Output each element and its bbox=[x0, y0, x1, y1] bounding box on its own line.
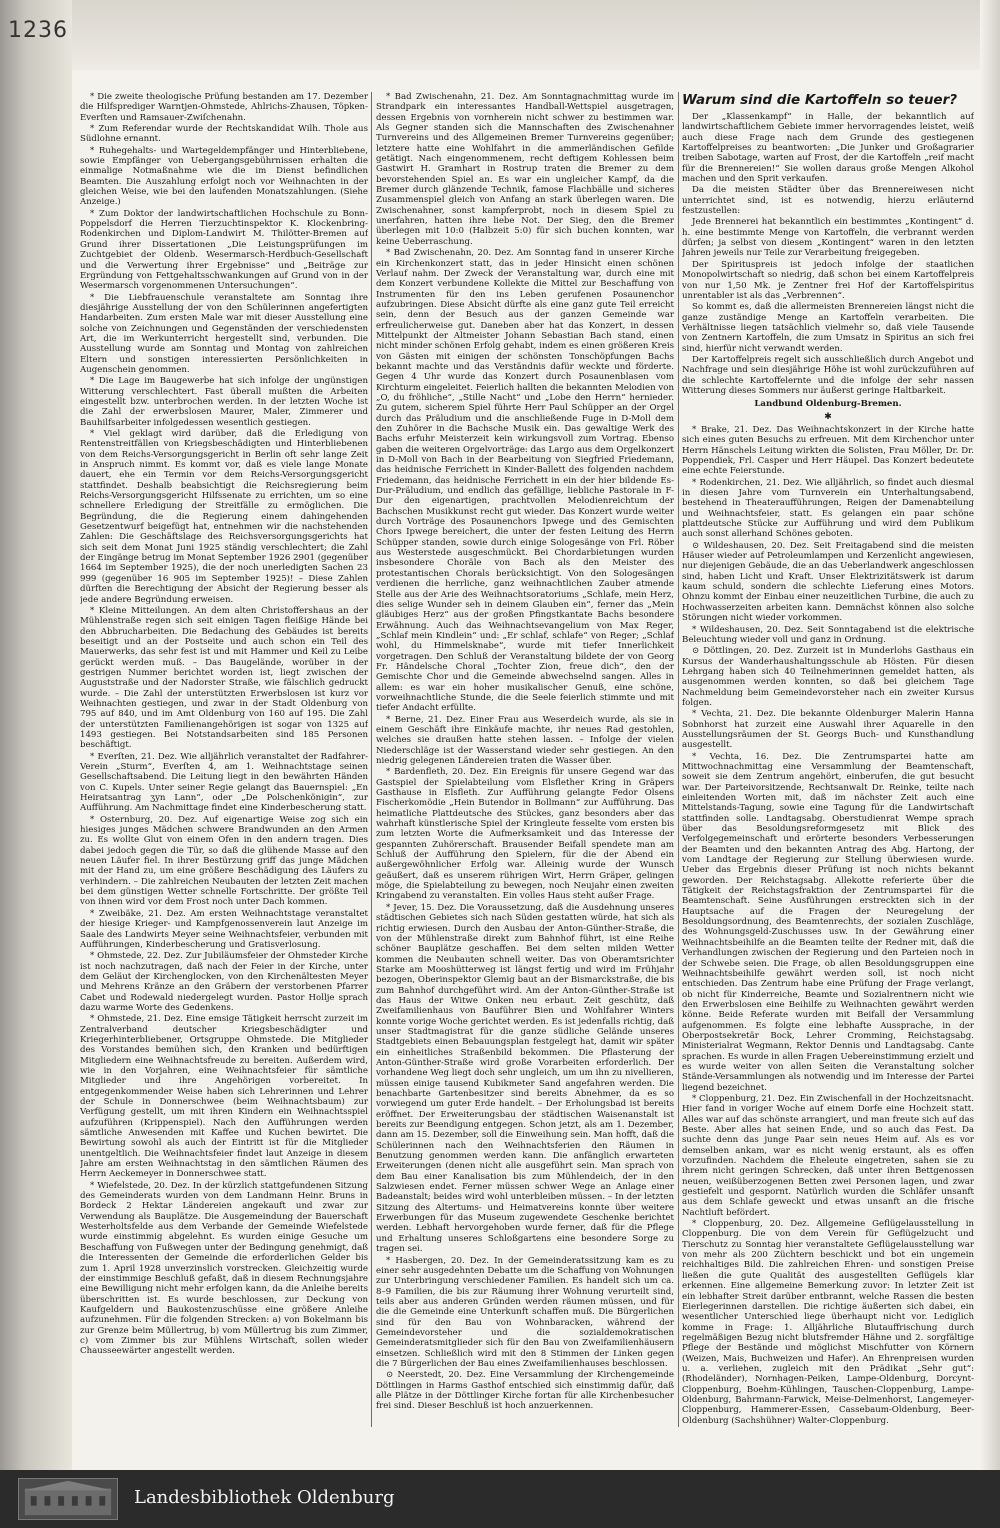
library-building-logo-icon bbox=[18, 1478, 118, 1520]
column-regional-news bbox=[376, 92, 674, 1427]
news-paragraph: * Everſten, 21. Dez. Wie alljährlich veranstaltet der Radfahrer-Verein „Sturm“, Everſten 4, am 1. Weihnachtstage seinen Gesellschaftsabend. Die Leitung liegt in den bewährten Händen von C. Kupels. Unter seiner Regie gelangt das Bauernspiel: „En Heiratsantrag ʒyn Lann“, oder „De Polschenkönigin“, zur Aufführung. Am Nachmittage findet eine Kinderbescherung statt. bbox=[80, 751, 368, 814]
column-rule bbox=[678, 92, 679, 1427]
column-rule bbox=[371, 92, 372, 1427]
news-paragraph: * Wiefelstede, 20. Dez. In der kürzlich stattgefundenen Sitzung des Gemeinderats wurden von dem Landmann Heinr. Bruns in Bordeck 2 Hektar Ländereien angekauft und zwar zur Verwendung als Bauplätze. Die Ausgemeindung der Bauerschaft Westerholtsfelde aus dem Verbande der Gemeinde Wiefelstede wurde einstimmig abgelehnt. Es wurden einige Gesuche um Beschaffung von Fußwegen unter der Bedingung genehmigt, daß die Interessenten der Gemeinde die erforderlichen Gelder bis zum 1. April 1928 unverzinslich vorstrecken. Gleichzeitig wurde der einstimmige Beschluß gefaßt, daß in diesem Rechnungsjahre eine Bewilligung nicht mehr erfolgen kann, da die Anleihe bereits überschritten ist. Es wurde beschlossen, zur Deckung von Kaufgeldern und Baukostenzuschüsse eine größere Anleihe aufzunehmen. Für die folgenden Strecken: a) von Bokelmann bis zur Grenze beim Müllertrug, b) vom Müllertrug bis zum Zimmer, c) vom Zimmer bis zur Mühlens Wirtschaft, sollen wieder Chausseewärter angestellt werden. bbox=[80, 1180, 368, 1357]
news-paragraph: * Die zweite theologische Prüfung bestanden am 17. Dezember die Hilfsprediger Warntjen-Ohmstede, Ahlrichs-Zhausen, Töpken-Everſten und Ramsauer-Zwiſchenahn. bbox=[80, 92, 368, 123]
regional-notices bbox=[682, 425, 974, 1426]
news-paragraph: * Ohmstede, 21. Dez. Eine emsige Tätigkeit herrscht zurzeit im Zentralverband deutscher Kriegsbeschädigter und Kriegerhinterbliebener, Ortsgruppe Ohmstede. Die Mitglieder des Vorstandes bemühen sich, den Kranken und bedürftigen Mitgliedern eine Weihnachtsfreude zu bereiten. Außerdem wird, wie in den Vorjahren, eine Weihnachtsfeier für sämtliche Mitglieder und ihre Angehörigen vorbereitet. In entgegenkommender Weise haben sich Lehrerinnen und Lehrer der Schule in Donnerschwee (beim Weihnachtsbaum) zur Verfügung gestellt, um mit ihren Kindern ein Weihnachtsspiel aufzuführen (Krippenspiel). Nach den Aufführungen werden sämtliche Anwesenden mit Kaffee und Kuchen bewirtet. Die Bewirtung sowohl als auch der Eintritt ist für die Mitglieder unentgeltlich. Die Weihnachtsfeier findet laut Anzeige in diesem Jahre am ersten Weihnachtstag in den sämtlichen Räumen des Herrn Aeckemeyer in Donnerschwee statt. bbox=[80, 1014, 368, 1180]
news-paragraph: * Vechta, 21. Dez. Die bekannte Oldenburger Malerin Hanna Sobnhorst hat zurzeit eine Auswahl ihrer Aquarelle in den Ausstellungsräumen der St. Georgs Buch- und Kunsthandlung ausgestellt. bbox=[682, 709, 974, 751]
news-paragraph: * Viel geklagt wird darüber, daß die Erledigung von Rentenstreitfällen von Kriegsbeschädigten und Hinterbliebenen von dem Reichs-Versorgungsgericht in Berlin oft sehr lange Zeit in Anspruch nimmt. Es kommt vor, daß es viele lange Monate dauert, ehe ein Termin vor dem Reichs-Versorgungsgericht stattfindet. Deshalb beabsichtigt die Reichsregierung beim Reichs-Versorgungsgericht Hilfssenate zu errichten, um so eine schnellere Erledigung der Streitfälle zu ermöglichen. Die Begründung, die die Regierung einem dahingehenden Gesetzentwurf beigefügt hat, entnehmen wir die nachstehenden Zahlen: Die Geschäftslage des Reichsversorgungsgerichts hat sich seit dem Monat Juni 1925 ständig verschlechtert; die Zahl der Eingänge betrug im Monat September 1926 2901 (gegenüber 1664 im September 1925), die der noch unerledigten Sachen 23 999 (gegenüber 16 905 im September 1925)! – Diese Zahlen dürften die Berechtigung der Absicht der Regierung besser als jede andere Begründung erweisen. bbox=[80, 429, 368, 605]
column-potato-prices bbox=[682, 92, 974, 1427]
news-paragraph: * Wildeshausen, 20. Dez. Seit Sonntagabend ist die elektrische Beleuchtung wieder voll und ganz in Ordnung. bbox=[682, 624, 974, 645]
scan-right-edge bbox=[980, 0, 1000, 1470]
news-paragraph: * Jever, 15. Dez. Die Voraussetzung, daß die Ausdehnung unseres städtischen Gebietes sich nach Süden gestatten würde, hat sich als richtig erwiesen. Durch den Ausbau der Anton-Günther-Straße, die von der Mühlenstraße direkt zum Bahnhof führt, ist eine Reihe schöner Bauplätze geschaffen. Bei dem selten milden Wetter kommen die Neubauten schnell weiter. Das von Oberamtsrichter Starke am Mooshütterweg ist längst fertig und wird im Frühjahr bezogen, Oberinspektor Glemig baut an der Bismarckstraße, die bis zum Bahnhof durchgeführt wird. Am der Anton-Günther-Straße ist das Haus der Witwe Onken neu erbaut. Zeit geschütz, daß Zweifamilienhaus von Bauführer Bien und Wohlfahrer Winters konnte vorige Woche gerichtet werden. Es ist jedenfalls richtig, daß unser Stadtmagistrat für die ganze südliche Gelände unseres Stadtgebiets einen Bebauungsplan festgelegt hat, damit wir später ein einheitliches Straßenbild bekommen. Die Pflasterung der Anton-Günther-Straße wird große Vorarbeiten erforderlich. Der vorhandene Weg liegt doch sehr ungleich, um um ihn zu nivellieren, müssen einige tausend Kubikmeter Sand angefahren werden. Die benachbarte Gartenbesitzer sind bereits Abnehmer, da es so vorwiegend um guter Erde handelt. – Der Erholungsbad ist bereits eröffnet. Der Erweiterungsbau der städtischen Waisenanstalt ist bereits zur Beendigung entgegen. Schon jetzt, als am 1. Dezember, dann am 15. Dezember, soll die Einweihung sein. Man hofft, daß die Schülerinnen nach den Weihnachtsferien den Räumen in Benutzung genommen werden kann. Die anfänglich erwarteten Erweiterungen (denen nicht alle ausgeführt sein. Man sprach von dem Bau einer Kanalisation bis zum Mühlendeich, der in den Salzwiesen endet. Ferner müssen schwer Wege an Anlage einer Badeanstalt; beides wird wohl unterbleiben müssen. – In der letzten Sitzung des Altertums- und Heimatvereins konnte über weitere Erwerbungen für das Museum zugewendete Geschenke berichtet werden. Lebhaft hervorgehoben wurde ferner, daß für die Pflege und Erhaltung unseres Schloßgartens eine besondere Sorge zu tragen sei. bbox=[376, 902, 674, 1255]
library-name: Landesbibliothek Oldenburg bbox=[134, 1487, 395, 1508]
scan-top-edge bbox=[0, 0, 1000, 70]
news-paragraph: * Ruhegehalts- und Wartegeldempfänger und Hinterbliebene, sowie Empfänger von Uebergangsgebührnissen erhalten die einmalige Notmaßnahme wie die im Dienst befindlichen Beamten. Die Auszahlung erfolgt noch vor Weihnachten in der gleichen Weise, wie bei den laufenden Monatszahlungen. (Siehe Anzeige.) bbox=[80, 145, 368, 208]
article-headline: Warum sind die Kartoffeln so teuer? bbox=[682, 92, 958, 108]
news-paragraph: * Rodenkirchen, 21. Dez. Wie alljährlich, so findet auch diesmal in diesen Jahre vom Turnverein ein Unterhaltungsabend, bestehend in Theateraufführungen, Reigen der Damenabteilung und Weihnachtsfeier, statt. Es gelangen ein paar schöne plattdeutsche Stücke zur Aufführung und wird dem Publikum auch sonst allerhand Schönes geboten. bbox=[682, 477, 974, 540]
page-number: 1236 bbox=[8, 18, 68, 43]
news-paragraph: * Bad Zwischenahn, 21. Dez. Am Sonntagnachmittag wurde im Strandpark ein interessantes Handball-Wettspiel ausgetragen, dessen Ergebnis von vornherein nicht schwer zu bestimmen war. Als Gegner standen sich die Mannschaften des Zwischenahner Turnvereins und des Allgemeinen Bremer Turnvereins gegenüber; letztere hatte eine Wohlfahrt in die ammerländischen Gefilde getätigt. Nach eingenommenem, recht deftigem Kohlessen beim Gastwirt H. Gramhart in Rostrup traten die Bremer zu dem bevorstehenden Spiel an. Es war ein ungleicher Kampf, da die Bremer durch glänzende Technik, famose Flachbälle und sicheres Zusammenspiel gleich von Anfang an stark überlegen waren. Die Zwischenahner, sonst kampferprobt, noch in diesem Spiel zu unerfahren, hatten ihre liebe Not. Der Sieg, den die Bremer überlegen mit 10:0 (Halbzeit 5:0) für sich buchen konnten, war keine Ueberraschung. bbox=[376, 92, 674, 247]
article-body bbox=[682, 112, 974, 396]
news-paragraph: ⊙ Wildeshausen, 20. Dez. Seit Freitagabend sind die meisten Häuser wieder auf Petroleumlampen und Kerzenlicht angewiesen, nur diejenigen Gebäude, die an das Ueberlandwerk angeschlossen sind, haben Licht und Kraft. Unser Elektrizitätswerk ist darum kaum schuld, sondern die schlechte Lieferung eines Motors. Ohnzu kommt der Einbau einer neuzeitlichen Turbine, die auch zu Hochwasserzeiten arbeiten kann. Demnächst können also solche Störungen nicht wieder vorkommen. bbox=[682, 540, 974, 624]
news-paragraph: * Osternburg, 20. Dez. Auf eigenartige Weise zog sich ein hiesiges junges Mädchen schwere Brandwunden an den Armen zu. Es wollte Glut von einem Ofen in den andern tragen. Dies dabei jedoch gegen die Tür, so daß die glühende Masse auf den neuen Läufer fiel. In ihrer Bestürzung griff das junge Mädchen mit der Hand zu, um eine größere Beschädigung des Läufers zu verhindern. – Die zahlreichen Neubauten der letzten Zeit machen bei dem günstigen Wetter schnelle Fortschritte. Der größte Teil von ihnen wird vor dem Frost noch unter Dach kommen. bbox=[80, 814, 368, 908]
news-paragraph: * Cloppenburg, 20. Dez. Allgemeine Geflügelausstellung in Cloppenburg. Die von dem Verein für Geflügelzucht und Tierschutz zu Sonntag hier veranstaltete Geflügelausstellung war von mehr als 200 Züchtern beschickt und bot ein ungemein reichhaltiges Bild. Die zahlreichen Ehren- und sonstigen Preise ließen die gute Qualität des ausgestellten Geflügels klar erkennen. Eine allgemeine Bemerkung zuvor: In letzter Zeit ist ein lebhafter Streit darüber entbrannt, welche Rassen die besten Eierlegerinnen darstellen. Die richtige äußerten sich dabei, ein wesentlicher Unterschied liege überhaupt nicht vor. Lediglich komme in Frage: 1. Alljährliche Blutauffrischung durch regelmäßigen Bezug nicht blutsfremder Hähne und 2. sorgfältige Pflege der Bestände und möglichst Mischfutter von Körnern (Weizen, Mais, Buchweizen und Hafer). An Ehrenpreisen wurden u. a. verliehen, zugleich mit den Prädikat „Sehr gut“: (Rhodeländer), Nornhagen-Peiken, Lampe-Oldenburg, Dorcynt-Cloppenburg, Boehm-Kühlingen, Tauschen-Cloppenburg, Lampe-Oldenburg, Bahrmann-Farwick, Meise-Delmenhorst, Langemeyer-Cloppenburg, Hammerer-Essen, Cassebaum-Oldenburg, Beer-Oldenburg (Sachshühner) Walter-Cloppenburg. bbox=[682, 1219, 974, 1426]
news-paragraph: Jede Brennerei hat bekanntlich ein bestimmtes „Kontingent“ d. h. eine bestimmte Menge von Kartoffeln, die verbrannt werden dürfen; ja selbst von diesem „Kontingent“ waren in den letzten Jahren jeweils nur Teile zur Verarbeitung freigegeben. bbox=[682, 217, 974, 259]
news-paragraph: * Kleine Mitteilungen. An dem alten Christoffershaus an der Mühlenstraße regen sich seit einigen Tagen fleißige Hände bei den Abbrucharbeiten. Die Bedachung des Gebäudes ist bereits beseitigt und an der Postseite und auch schon ein Teil des Mauerwerks, das sehr fest ist und mit Hammer und Keil zu Leibe gerückt werden muß. – Das Baugelände, worüber in der gestrigen Nummer berichtet worden ist, liegt zwischen der Auguststraße und der Nadorster Straße, wie fälschlich gedruckt wurde. – Die Zahl der unterstützten Erwerbslosen ist kurz vor Weihnachten gestiegen, und zwar in der Stadt Oldenburg von 795 auf 840, und im Amt Oldenburg von 160 auf 195. Die Zahl der unterstützten Familienangehörigen ist sogar von 1325 auf 1493 gestiegen. Bei Notstandsarbeiten sind 185 Personen beschäftigt. bbox=[80, 605, 368, 751]
news-paragraph: So kommt es, daß die allermeisten Brennereien längst nicht die ganze zuständige Menge an Kartoffeln verarbeiten. Die Verhältnisse liegen tatsächlich vielmehr so, daß viele Tausende von Zentnern Kartoffeln, die zum Umsatz in Spiritus an sich frei sind, hierfür nicht verwandt werden. bbox=[682, 302, 974, 354]
news-paragraph: * Die Liebfrauenschule veranstaltete am Sonntag ihre diesjährige Ausstellung der von den Schülerinnen angefertigten Handarbeiten. Zum ersten Male war mit dieser Ausstellung eine solche von Zeichnungen und Gegenständen der verschiedensten Art, die im Werkunterricht hergestellt sind, verbunden. Die Ausstellung wurde am Sonntag und Montag von zahlreichen Eltern und sonstigen interessierten Persönlichkeiten in Augenschein genommen. bbox=[80, 292, 368, 375]
news-paragraph: * Brake, 21. Dez. Das Weihnachtskonzert in der Kirche hatte sich eines guten Besuchs zu erfreuen. Mit dem Kirchenchor unter Herrn Hänschels Leitung wirkten die Solisten, Frau Möller, Dr. Dr. Poppendiek, Frl. Casper und Herr Häupel. Das Konzert bedeutete eine echte Feierstunde. bbox=[682, 424, 974, 477]
news-paragraph: * Bardenfleth, 20. Dez. Ein Ereignis für unsere Gegend war das Gastspiel der Spielabteilung vom Elsflether Kring in Gräpers Gasthause in Elsfleth. Zur Aufführung gelangte Fedor Olsens Fischerkomödie „Hein Butendor in Bollmann“ zur Aufführung. Das heimatliche Plattdeutsche des Stückes, ganz besonders aber das wahrhaft künstlerische Spiel der Kringleute fesselte vom ersten bis zum letzten Worte die Aufmerksamkeit und das Interesse der gespannten Zuhörerschaft. Brausender Beifall spendete man am Schluß der Aufführung den Spielern, für die der Abend ein außergewöhnlicher Erfolg war. Alleinig wurde der Wunsch geäußert, daß es unserem rührigen Wirt, Herrn Gräper, gelingen möge, die Spielabteilung zu bewegen, noch Neujahr einen zweiten Kringabend zu veranstalten. Ein volles Haus steht außer Frage. bbox=[376, 767, 674, 902]
news-paragraph: * Vechta, 16. Dez. Die Zentrumspartei hatte am Mittwochnachmittag eine Versammlung der Beamtenschaft, soweit sie dem Zentrum angehört, einberufen, die gut besucht war. Der Parteivorsitzende, Rechtsanwalt Dr. Reinke, teilte nach einleitenden Worten mit, daß im nächster Zeit auch eine Mittelstands-Tagung, sowie eine Tagung für die Landwirtschaft stattfinden solle. Landtagsabg. Oberstudienrat Wempe sprach über das Besoldungsreformgesetz mit Blick des Verfolgegemeinschaft und erörterte besonders Verbesserungen der Beamten und den bekannten Antrag des Abg. Hartong, der vom Landtage der Regierung zur Stellung überwiesen wurde. Ueber das Ergebnis dieser Prüfung ist noch nichts bekannt geworden. Der Reichstagsabg. Allekotte referierte über die Tätigkeit der Reichstagsfraktion der Zentrumspartei für die Beamtenschaft. Seine Ausführungen erstreckten sich in der Hauptsache auf die Fragen der Neuregelung der Besoldungsordnung, des Beamtenrechts, der sozialen Zuschläge, des Wohnungsgeld-Zuschusses usw. In der Gewährung einer Weihnachtsbeihilfe an die Beamten teilte der Redner mit, daß die Verhandlungen zwischen der Regierung und den Parteien noch in der Schwebe seien. Die Frage, ob allen Besoldungsgruppen eine Weihnachtsbeihilfe gewährt werden soll, ist noch nicht entschieden. Das Zentrum habe eine Prüfung der Frage verlangt, ob nicht für Kinderreiche, Beamte und Sozialrentnern nicht wie den Erwerbslosen eine Beihilfe zu Weihnachten gewährt werden könne. Beide Referate wurden mit Beifall der Versammlung aufgenommen. Es folgte eine lebhafte Aussprache, in der Oberpostsekretär Bock, Lehrer Cromming, Reichstagsabg. Ministerialrat Wegmann, Rektor Dennis und Landtagsabg. Cante sprachen. Es wurde in allen Fragen Uebereinstimmung erzielt und es wurde weiter von allen Seiten die Veranstaltung solcher Stände-Versammlungen als notwendig und im Interesse der Partei liegend bezeichnet. bbox=[682, 751, 974, 1093]
news-paragraph: Der Spirituspreis ist jedoch infolge der staatlichen Monopolwirtschaft so niedrig, daß schon bei einem Kartoffelpreis von nur 1,50 Mk. je Zentner frei Hof der Kartoffelspiritus unrentabler ist als das „Verbrennen“. bbox=[682, 259, 974, 301]
news-paragraph: * Bad Zwischenahn, 20. Dez. Am Sonntag fand in unserer Kirche ein Kirchenkonzert statt, das in jeder Hinsicht einen schönen Verlauf nahm. Der Zweck der Veranstaltung war, durch eine mit dem Konzert verbundene Kollekte die Mittel zur Beschaffung von Instrumenten für den ins Leben gerufenen Posaunenchor aufzubringen. Diese Absicht dürfte als eine ganz gute Teil erreicht sein, denn der Besuch aus der ganzen Gemeinde war erfreulicherweise gut. Daneben aber hat das Konzert, in dessen Mittelpunkt der Altmeister Johann Sebastian Bach stand, einen nicht minder schönen Erfolg gehabt, indem es einen größeren Kreis von Gästen mit einigen der schönsten Tonschöpfungen Bachs bekannt machte und das Verständnis dafür weckte und förderte. Gegen 4 Uhr wurde das Konzert durch Posaunenblasen vom Kirchturm eingeleitet. Feierlich hallten die bekannten Melodien von „O, du fröhliche“, „Stille Nacht“ und „Lobe den Herrn“ hernieder. Zu gutem, sicherem Spiel führte Herr Paul Schüpper an der Orgel durch das Präludium und die anschließende Fuge in D-Moll dem den Zuhörer in die Bachsche Musik ein. Das gewaltige Werk des Bachs erfuhr Meisterzeit kein wirkungsvoll zum Vortrag. Ebenso gaben die weiteren Orgelvorträge: das Largo aus dem Orgelkonzert in D-Moll von Bach in der Bearbeitung von Siegfried Friedemann, das heidnische Ferrichett in Kinder-Ballett des folgenden nachdem Friedemann, das heidnische Ferrichett in ein der hier bildende Es-Dur-Präludium, und endlich das gefällige, liebliche Pastorale in F-Dur den eigenartigen, prachtvollen Melodienreichtum der Bachschen Musikkunst recht gut wieder. Das Konzert wurde weiter durch Vorträge des Posaunenchors Ipwege und des Gemischten Chors Ipwege bereichert, die unter der festen Leitung des Herrn Schüpper standen, sowie durch einige Sologesänge von Frl. Röber aus Westerstede ausgeschmückt. Bei Chordarbietungen wurden insbesondere Choräle von Bach als den Meister des protestantischen Chorals berücksichtigt. Von den Sologesängen verdienen die herrliche, ganz weihnachtlichen Zauber atmende Stelle aus der Arie des Weihnachtsoratoriums „Schlafe, mein Herz, dies selige Wunder seh in deinem Glauben ein“, ferner das „Mein gläubiges Herz“ aus der großen Pfingstkantate Bachs besondere Erwähnung. Auch das Weihnachtsevangelium von Max Reger, „Schlaf mein Kindlein“ und: „Er schlaf, schlafe“ von Reger; „Schlaf wohl, du Himmelsknabe“, wurde mit tiefer Innerlichkeit vorgetragen. Den Schluß der Veranstaltung bildete der von Georg Fr. Händelsche Choral „Tochter Zion, freue dich“, den der Gemischte Chor und die Gemeinde abwechselnd sangen. Alles in allem: es war ein hoher musikalischer Genuß, eine schöne, vorweihnachtliche Stunde, die die Seele feierlich stimmte und mit tiefer Andacht erfüllte. bbox=[376, 248, 674, 714]
news-paragraph: Der Kartoffelpreis regelt sich ausschließlich durch Angebot und Nachfrage und sein diesjährige Höhe ist wohl zurückzuführen auf die schlechte Kartoffelernte und die infolge der sehr nassen Witterung dieses Sommers nur äußerst geringe Haltbarkeit. bbox=[682, 354, 974, 396]
news-paragraph: * Berne, 21. Dez. Einer Frau aus Weserdeich wurde, als sie in einem Geschäft ihre Einkäufe machte, ihr neues Rad gestohlen, welches sie draußen hatte stehen lassen. – Infolge der vielen Niederschläge ist der Wasserstand wieder sehr gestiegen. An den niedrig gelegenen Ländereien traten die Wasser über. bbox=[376, 714, 674, 766]
section-separator-star: ✱ bbox=[824, 411, 832, 422]
section-title: Landbund Oldenburg-Bremen. bbox=[754, 399, 902, 410]
news-paragraph: * Zum Referendar wurde der Rechtskandidat Wilh. Thole aus Südlohne ernannt. bbox=[80, 124, 368, 145]
news-paragraph: ⊙ Neerstedt, 20. Dez. Eine Versammlung der Kirchengemeinde Döttlingen in Harms Gasthof entschied sich einstimmig dafür, daß alle Plätze in der Döttlinger Kirche fortan für alle Kirchenbesucher frei sind. Dieser Beschluß ist hoch anzuerkennen. bbox=[376, 1370, 674, 1412]
news-paragraph: * Zweibäke, 21. Dez. Am ersten Weihnachtstage veranstaltet der hiesige Krieger- und Kampfgenossenverein laut Anzeige im Saale des Landwirts Meyer seine Weihnachtsfeier, verbunden mit Aufführungen, Kinderbescherung und Gratisverlosung. bbox=[80, 908, 368, 950]
news-paragraph: Da die meisten Städter über das Brennereiwesen nicht unterrichtet sind, ist es notwendig, hierzu erläuternd festzustellen: bbox=[682, 185, 974, 217]
news-paragraph: * Ohmstede, 22. Dez. Zur Jubiläumsfeier der Ohmsteder Kirche ist noch nachzutragen, daß nach der Feier in der Kirche, unter dem Geläut der Kirchenglocken, von den Kirchenältesten Meyer und Mehrens Kränze an den Gräbern der verstorbenen Pfarrer Cabet und Rodewald niedergelegt wurden. Pastor Hollje sprach dazu warme Worte des Gedenkens. bbox=[80, 951, 368, 1013]
footer-bar bbox=[0, 1470, 1000, 1528]
news-paragraph: ⊙ Döttlingen, 20. Dez. Zurzeit ist in Munderlohs Gasthaus ein Kursus der Wanderhaushaltungsschule ab Hösten. Für diesen Lehrgang haben sich 40 Teilnehmerinnen gemeldet hatten, als ausgenommen werden konnten, so daß bei gleichem Tage Nachmeldung beim Gemeindevorsteher nach ein zweiter Kursus folgen. bbox=[682, 646, 974, 708]
news-paragraph: Der „Klassenkampf“ in Halle, der bekanntlich auf landwirtschaftlichem Gebiete immer hervorragendes leistet, weiß auch diese Frage nach dem Grunde des gestiegenen Kartoffelpreises zu beantworten: „Die Junker und Großagrarier treiben Sabotage, warten auf Frost, der die Kartoffeln „reif macht für die Brennereien!“ Sie wollen daraus große Mengen Alkohol machen und den Sprit verkaufen. bbox=[682, 112, 974, 185]
column-local-news bbox=[80, 92, 368, 1427]
news-paragraph: * Zum Doktor der landwirtschaftlichen Hochschule zu Bonn-Poppelsdorf die Herren Tierzuchtinspektor K. Klockenbring-Rodenkirchen und Diplom-Landwirt M. Thilötter-Bremen auf Grund ihrer Dissertationen „Die Leistungsprüfungen im Zuchtgebiet der Oldenb. Wesermarsch-Herdbuch-Gesellschaft und die Verwertung ihrer Ergebnisse“ und „Beiträge zur Ergründung von Fettgehaltsschwankungen auf Grund von in der Wesermarsch vorgenommenen Untersuchungen“. bbox=[80, 208, 368, 292]
news-paragraph: * Cloppenburg, 21. Dez. Ein Zwischenfall in der Hochzeitsnacht. Hier fand in voriger Woche auf einem Dorfe eine Hochzeit statt. Alles war auf das schönste arrangiert, und man freute sich auf das Beste. Aber alles hat seinen Ende, und so auch das Fest. Da suchte denn das junge Paar sein neues Heim auf. Als es vor demselben ankam, war es nicht wenig erstaunt, als es offen vorzufinden. Nachdem die Eheleute eingetreten, sahen sie zu ihrem nicht geringen Schrecken, daß unter ihren Bettgenossen neuen, weißüberzogenen Betten zwei Personen lagen, und zwar gestiefelt und gespornt. Natürlich wurden die Schläfer unsanft aus dem Schlafe geweckt und etwas unsanft an die frische Nachtluft befördert. bbox=[682, 1093, 974, 1218]
scan-left-edge bbox=[0, 0, 72, 1470]
news-paragraph: * Die Lage im Baugewerbe hat sich infolge der ungünstigen Witterung verschlechtert. Fast überall mußten die Arbeiten eingestellt bzw. unterbrochen werden. In der letzten Woche ist die Zahl der erwerbslosen Maurer, Maler, Zimmerer und Bauhilfsarbeiter infolgedessen wesentlich gestiegen. bbox=[80, 376, 368, 428]
news-paragraph: * Hasbergen, 20. Dez. In der Gemeinderatssitzung kam es zu einer sehr ausgedehnten Debatte um die Schaffung von Wohnungen zur Unterbringung verschiedener Familien. Es handelt sich um ca. 8–9 Familien, die bis zur Räumung ihrer Wohnung verurteilt sind, teils aber aus anderen Gründen werden räumen müssen, und für die die Gemeinde eine Unterkunft schaffen muß. Die Bürgerlichen sind für den Bau von Wohnbaracken, während der Gemeindevorsteher und die sozialdemokratischen Gemeinderatsmitglieder sich für den Bau von Zweifamilienhäusern einsetzen. Schließlich wird mit den 8 Stimmen der Linken gegen die 7 Bürgerlichen der Bau eines Zweifamilienhauses beschlossen. bbox=[376, 1255, 674, 1369]
